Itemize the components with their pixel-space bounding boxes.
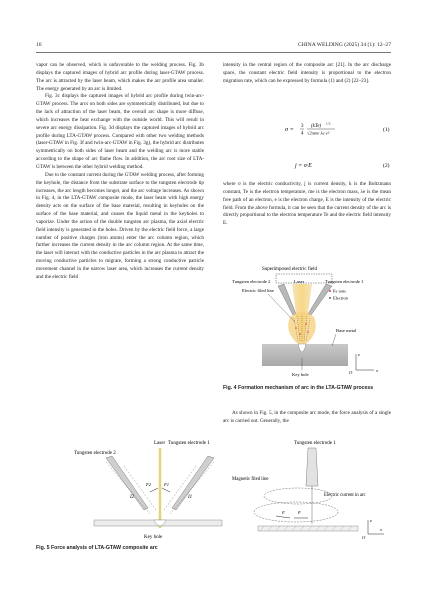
fig5-i1-label: I1 <box>188 495 193 500</box>
page-number: 16 <box>36 42 42 48</box>
eq1-numerator-exp: 1/2 <box>326 121 331 126</box>
fig4-fe-ions-label: Fe ions <box>333 288 346 294</box>
fig5-axis-z: z <box>370 518 372 523</box>
eq1-label: (1) <box>383 127 390 133</box>
eq1-numerator: (kTe) <box>311 124 322 129</box>
magnetic-field-ring <box>254 502 338 522</box>
paragraph: Fig. 3c displays the captured images of hybrid arc profile during twin-arc-GTAW process. The arcs on both sides are symmetrically distributed, but due to the lack of attraction of the laser beam, the overall arc shape is more diffuse, which increases the heat exchange with the outside world. This will result in severe arc energy dissipation. Fig. 3d displays the captured images of hybrid arc profile during LTA-GTAW process. Compared with other two welding methods (laser-GTAW in Fig. 3f and twin-arc-GTAW in Fig. 3g), the hybrid arc distributes symmetrically on both sides of laser beam and the welding arc is more stable according to the shape of arc flame flow. In addition, the arc root size of LTA-GTAW is between the other hybrid welding method. <box>36 93 204 170</box>
paragraph: As shown in Fig. 5, in the composite arc mode, the force analysis of a single arc is carried out. Generally, the <box>223 410 391 424</box>
eq2-formula: j = σ·E <box>295 163 312 169</box>
eq1-coef-den: 4 <box>301 131 304 137</box>
fig5-tungsten1-right-label: Tungsten electrode 1 <box>294 441 336 446</box>
fig5-right-workpiece <box>258 526 358 531</box>
fig5-fz-label: F <box>298 510 301 515</box>
fig4-axis-z: z <box>358 352 360 357</box>
equation-1 <box>223 123 391 137</box>
paragraph: vapor can be observed, which is unfavorable to the welding process. Fig. 3b displays the captured images of hybrid arc profile during laser-GTAW process. The arc is attracted by the laser beam, which makes the arc profile area smaller. The energy generated by an arc is limited. <box>36 62 204 92</box>
eq1-lhs: σ = <box>285 126 294 133</box>
fig5-fr-label: F <box>282 510 285 515</box>
right-column-text-3 <box>223 410 391 426</box>
tungsten-electrode-1 <box>308 284 332 315</box>
fig4-tungsten2-label: Tungsten electrode 2 <box>232 279 271 284</box>
equation-2 <box>223 160 391 170</box>
left-column <box>36 62 204 282</box>
fig5-right-electrode <box>306 448 318 486</box>
fig4-axis-x: x <box>376 368 379 373</box>
fig5-magnetic-label: Magnetic filed line <box>232 477 269 482</box>
force-arrow-f1 <box>162 488 170 492</box>
fig4-electron-label: Electron <box>333 295 348 301</box>
eq2-label: (2) <box>383 163 390 169</box>
figure-5-caption: Fig. 5 Force analysis of LTA-GTAW composite arc <box>36 545 158 551</box>
fig5-electric-current-label: Electric current in arc <box>324 493 366 498</box>
force-arrow-fr <box>276 516 290 518</box>
fig4-laser-label: Laser <box>294 279 305 284</box>
magnetic-field-ring <box>264 488 332 504</box>
fig5-i2-label: I2 <box>130 495 135 500</box>
fe-ion-legend-dot <box>329 290 331 292</box>
fig4-tungsten1-label: Tungsten electrode 1 <box>325 279 364 284</box>
right-column-text-2 <box>223 181 391 228</box>
fig4-field-line-label: Electric filed line <box>242 288 274 293</box>
fig5-f1-label: F1 <box>164 482 170 487</box>
fig5-keyhole-label: Key hole <box>144 535 163 540</box>
fig4-base-metal-label: Base metal <box>336 328 357 333</box>
fig4-axis-o: O <box>349 370 353 375</box>
eq1-denominator: √2πme λe e² <box>307 130 330 136</box>
fig4-superimposed-label: Superimposed electric field <box>262 267 317 272</box>
eq1-coef: 3 <box>301 124 304 129</box>
figure-5 <box>46 436 386 546</box>
figure-4 <box>232 262 385 387</box>
figure-4-caption: Fig. 4 Formation mechanism of arc in the LTA-GTAW process <box>223 385 374 391</box>
fig5-tungsten2-label: Tungsten electrode 2 <box>74 451 116 456</box>
electron-legend-dot <box>329 297 331 299</box>
fig5-axis-o: O <box>362 535 366 540</box>
fig5-electrode-1 <box>172 456 214 510</box>
paragraph: intensity in the central region of the composite arc [21]. In the arc discharge space, the constant electric field intensity is proportional to the electron migration rate, which can be expressed by formula (1) and (2) [22–23]. <box>223 62 391 84</box>
paragraph: Due to the constant current during the GTAW welding process, after forming the keyhole, the distance from the substrate surface to the tungsten electrode tip increases, the arc length becomes longer, and the arc voltage increases. As shown in Fig. 4, in the LTA-GTAW composite mode, the laser beam with high energy density acts on the surface of the base material, resulting in keyholes on the surface of the base material, and causes the liquid metal in the keyholes to vaporize. Under the action of the double tungsten arc plasma, the axial electric field intensity is generated in the holes. Driven by the electric field force, a large number of positive charges (iron atoms) enter the arc column region, which further increases the current density in the arc column region. At the same time, the laser will interact with the conductive particles in the arc plasma to attract the moving conductive particles to migrate, forming a strong conductive particle movement channel in the narrow laser area, which increases the current density and the electric field <box>36 171 204 280</box>
force-arrow-f2 <box>150 488 158 492</box>
header-rule <box>36 52 391 53</box>
right-column <box>223 62 391 86</box>
fig5-electrode-2 <box>106 456 148 510</box>
fig5-f2-label: F2 <box>146 482 152 487</box>
paragraph: where σ is the electric conductivity, j is current density, k is the Boltzmann constant, Te is the electron temperature, me is the electron mass, λe is the mean free path of an electron, e is the electron charge, E is the intensity of the electric field. From the above formula, it can be seen that the current density of the arc is directly proportional to the electron temperature Te and the electric field intensity E. <box>223 181 391 227</box>
fig5-axis-x: x <box>380 527 383 532</box>
fig4-keyhole-label: Key hole <box>292 372 309 377</box>
fig5-tungsten1-top-label: Tungsten electrode 1 <box>168 441 210 446</box>
fig5-laser-label: Laser <box>154 441 166 446</box>
journal-header: CHINA WELDING (2025) 34 (1): 12–27 <box>298 42 391 48</box>
